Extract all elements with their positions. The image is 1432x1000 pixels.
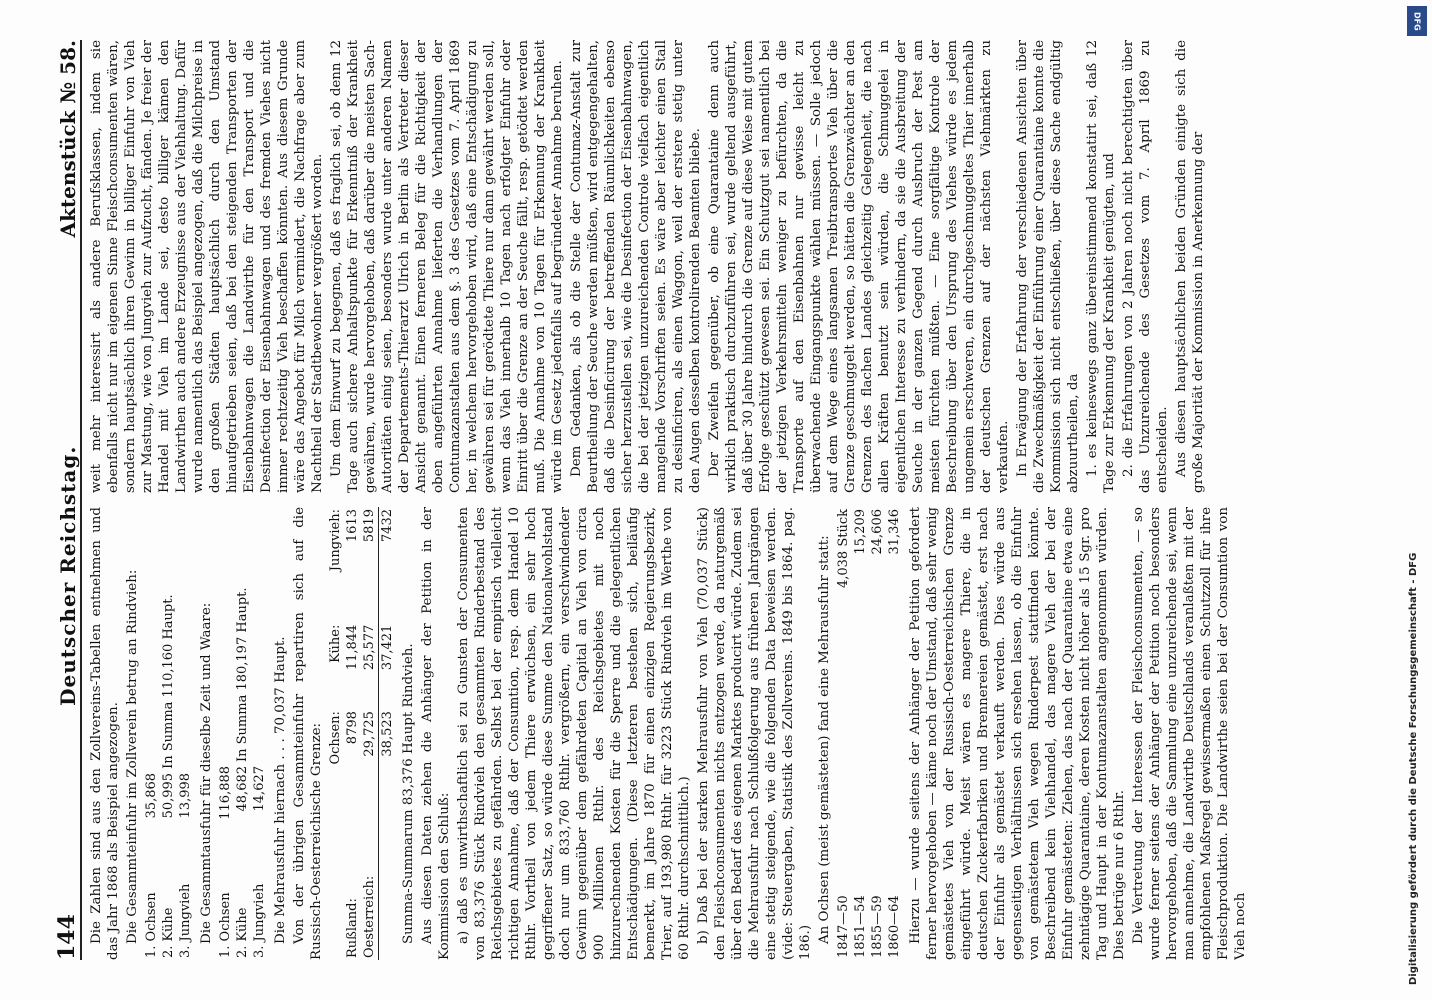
- table-cell: 1860—64: [887, 895, 902, 958]
- table-cell: 3. Jungvieh: [178, 883, 193, 958]
- table-row: [143, 507, 160, 960]
- table-cell: [379, 809, 397, 960]
- table-cell: 1. Ochsen: [144, 892, 159, 958]
- table-cell: 38,523: [379, 709, 397, 809]
- paragraph: weit mehr interessirt als andere Berufsklassen, indem sie ebenfalls nicht nur im eigenen Sinne Fleischconsumenten wären, sondern hauptsächlich ihren Gewinn in billiger Einfuhr von Vieh zur Mastung, wie von Jungvieh zur Aufzucht, fänden. Je freier der Handel mit Vieh im Lande sei, desto billiger kämen den Landwirthen auch andere Erzeugnisse aus der Viehhaltung. Dafür wurde namentlich das Beispiel angezogen, daß die Milchpreise in den großen Städten hauptsächlich durch den Umstand hinaufgetrieben seien, daß bei den steigenden Transporten der Eisenbahnwagen die Landwirthe für den Transport und die Desinfection der Eisenbahnwagen und des fremden Viehes nicht immer rechtzeitig Vieh beschaffen könnten. Aus diesem Grunde wäre das Angebot für Milch vermindert, die Nachfrage aber zum Nachtheil der Stadtbewohner vergrößert worden.: [89, 40, 325, 493]
- digitization-credit: Digitalisierung gefördert durch die Deutsche Forschungsgemeinschaft - DFG: [1408, 552, 1419, 985]
- paragraph: Aus diesen hauptsächlichen beiden Gründen einigte sich die große Majorität der Kommission in Anerkennung der: [1174, 40, 1206, 493]
- page-number: 144: [54, 914, 80, 960]
- table-cell: 29,725: [362, 711, 377, 757]
- table-cell: 50,995: [161, 772, 176, 819]
- paragraph: Von der übrigen Gesammteinfuhr repartiren sich auf die Russisch-Oesterreichische Grenze:: [292, 507, 324, 960]
- table-cell: 1847—50: [836, 895, 851, 958]
- table-cell: In Summa 180,197 Haupt.: [235, 587, 250, 762]
- table-cell: 7432: [379, 507, 397, 623]
- list-item: 1. es keineswegs ganz übereinstimmend konstatirt sei, daß 12 Tage zur Erkennung der Krankheit genügten, und: [1085, 40, 1117, 493]
- table-cell: 31,346: [887, 509, 902, 555]
- table-row: [217, 507, 234, 960]
- table-cell: Rußland:: [345, 898, 360, 958]
- table-cell: 11,844: [345, 624, 360, 671]
- table-row: [251, 507, 268, 960]
- paragraph: Die Gesammteinfuhr im Zollverein betrug an Rindvieh:: [125, 569, 140, 944]
- digitization-sidebar: [1404, 0, 1430, 1000]
- page-header: [40, 40, 82, 960]
- list-item: 2. die Erfahrungen von 2 Jahren noch nicht berechtigten über das Unzureichende des Gesetzes vom 7. April 1869 zu entscheiden.: [1121, 40, 1170, 493]
- left-column: [88, 507, 1388, 960]
- table-row: [835, 507, 852, 960]
- table-row: [852, 507, 869, 960]
- table-cell: 37,421: [379, 623, 397, 709]
- table-cell: 5819: [362, 509, 377, 543]
- table-row: [344, 507, 361, 960]
- table-sum-row: [379, 507, 397, 960]
- document-label: Aktenstück № 58.: [56, 40, 80, 238]
- table-header-cell: Kühe:: [328, 624, 343, 663]
- years-table: [835, 507, 903, 960]
- table-cell: 35,868: [144, 772, 159, 819]
- table-row: [234, 507, 251, 960]
- table-cell: 24,606: [870, 509, 885, 555]
- text-columns: [88, 40, 1388, 960]
- table-cell: 13,998: [178, 772, 193, 819]
- table-cell: 116,888: [218, 765, 233, 820]
- paragraph: Die Gesammtausfuhr für dieselbe Zeit und Waare:: [199, 602, 214, 944]
- table-header-cell: Jungvieh:: [328, 509, 343, 572]
- import-table: [143, 507, 194, 960]
- table-cell: 2. Kühe: [161, 907, 176, 958]
- export-table: [217, 507, 268, 960]
- paragraph: Summa-Summarum 83,376 Haupt Rindvieh.: [401, 643, 416, 944]
- paragraph: b) Daß bei der starken Mehrausfuhr von Vieh (70,037 Stück) den Fleischconsumenten nichts entzogen werde, da naturgemäß über den Bedarf des eigenen Marktes producirt würde. Zudem sei die Mehrausfuhr nach Schlußfolgerung aus früheren Jahrgängen eine stetig steigende, wie die folgenden Data beweisen werden. (vide: Steuergaben, Statistik des Zollvereins. 1849 bis 1864. pag. 186.): [696, 507, 813, 960]
- paragraph: Der Zweifeln gegenüber, ob eine Quarantaine denn auch wirklich praktisch durchzuführen sei, wurde geltend ausgeführt, daß über 30 Jahre hindurch die Grenze auf diese Weise mit gutem Erfolge geschützt gewesen sei. Ein Schutzgut sei namentlich bei der jetzigen Verkehrsmitteln weniger zu befürchten, da die Transporte auf den Eisenbahnen nur gewisse leicht zu überwachende Eingangspunkte wählen müssen. — Solle jedoch auf dem Wege eines langsamen Treibtransportes Vieh über die Grenze geschmuggelt werden, so hätten die Grenzwächter an den Grenzen des flachen Landes gleichzeitig Gelegenheit, die nach allen Kräften benutzt sein würden, die Schmuggelei in eigentlichen Interesse zu verhindern, da sie die Ausbreitung der Seuche in der ganzen Gegend durch Ausbruch der Pest am meisten fürchten müßten. — Eine sorgfältige Kontrole der Beschreibung über den Ursprung des Viehes würde es jedem ungemein erschweren, ein durchgeschmuggeltes Thier innerhalb der deutschen Grenzen auf der nächsten Viehmärkten zu verkaufen.: [707, 40, 1011, 493]
- table-header-cell: [327, 809, 344, 960]
- table-cell: 2. Kühe: [235, 907, 250, 958]
- table-cell: 8798: [345, 711, 360, 745]
- table-cell: 1855—59: [870, 895, 885, 958]
- table-header-row: [327, 507, 344, 960]
- table-cell: 4,038 Stück: [836, 509, 851, 589]
- table-cell: 3. Jungvieh: [252, 883, 267, 958]
- table-row: [886, 507, 903, 960]
- table-cell: 1. Ochsen: [218, 892, 233, 958]
- paragraph: a) daß es unwirthschaftlich sei zu Gunsten der Consumenten von 83,376 Stück Rindvieh den gesammten Rinderbestand des Reichsgebietes zu gefährden. Selbst bei der empirisch vielleicht richtigen Annahme, daß der Consumtion, resp. dem Handel 10 Rthlr. Vortheil von jedem Thiere erwüchsen, ein sehr hoch gegriffener Satz, so würde diese Summe den Nationalwohlstand doch nur um 833,760 Rthlr. vergrößern, ein verschwindender Gewinn gegenüber dem gefährdeten Capital an Vieh von circa 900 Millionen Rthlr. des Reichsgebietes mit noch hinzurechnenden Kosten für die Sperre und die gelegentlichen Entschädigungen. (Diese letzteren bestehen sich, beiläufig bemerkt, im Jahre 1870 für einen einzigen Regierungsbezirk, Trier, auf 193,980 Rthlr. für 3223 Stück Rindvieh im Werthe von 60 Rthlr. durchschnittlich.): [456, 507, 692, 960]
- grenze-table: [327, 507, 396, 960]
- table-cell: 1851—54: [853, 895, 868, 958]
- paragraph: Hierzu — wurde seitens der Anhänger der Petition gefordert ferner hervorgehoben — käme noch der Umstand, daß sehr wenig gemästetes Vieh von der Russisch-Oesterreichischen Grenze eingeführt würde. Meist wären es magere Thiere, die in deutschen Zuckerfabriken und Brennereien gemästet, erst nach der Einfuhr als gemästet verkauft werden. Dies würde aus gegenseitigen Verhältnissen sich ersehen lassen, ob die Einfuhr von gemästetem Vieh wegen Rinderpest stattfinden könnte. Beschreibend kein Viehhandel, das magere Vieh der bei der Einfuhr gemästeten: Ziehen, das nach der Quarantaine etwa eine zehntägige Quarantaine, deren Kosten nicht höher als 15 Sgr. pro Tag und Haupt in der Kontumazanstalten angenommen würden. Dies betrüge nur 6 Rthlr.: [908, 507, 1127, 960]
- table-row: [160, 507, 177, 960]
- table-cell: 14,627: [252, 765, 267, 812]
- table-cell: Oesterreich:: [362, 875, 377, 958]
- table-cell: 25,577: [362, 624, 377, 671]
- table-cell: In Summa 110,160 Haupt.: [161, 594, 176, 769]
- paragraph: Die Vertretung der Interessen der Fleischconsumenten, — so wurde ferner seitens der Anhänger der Petition noch besonders hervorgehoben, daß die Sammlung eine unzureichende sei, wenn man annehme, die Landwirthe Deutschlands veranlaßten mit der empfohlenen Maßregel gewissermaßen einen Schutzzoll für ihre Fleischproduktion. Die Landwirthe seien bei der Consumtion von Vieh noch: [1131, 507, 1248, 960]
- right-column: [88, 40, 1388, 493]
- table-row: [177, 507, 194, 960]
- dfg-logo: DFG: [1407, 6, 1427, 36]
- paragraph: Dem Gedanken, als ob die Stelle der Contumaz-Anstalt zur Beurtheilung der Seuche werden müßten, wird entgegengehalten, daß die Desinficirung der betreffenden Räumlichkeiten ebenso sicher herzustellen sei, wie die Desinfection der Eisenbahnwagen, die bei der jetzigen unzureichenden Controle vielfach eigentlich mangelnde Vorschriften seien. Es wäre aber leichter einen Stall zu desinficiren, als einen Waggon, weil der erstere stetig unter den Augen desselben kontrolirenden Beamten bliebe.: [569, 40, 703, 493]
- paragraph: Die Zahlen sind aus den Zollvereins-Tabellen entnehmen und das Jahr 1868 als Beispiel angezogen.: [89, 507, 121, 960]
- table-cell: 1613: [345, 509, 360, 543]
- table-row: [361, 507, 379, 960]
- table-cell: 48,682: [235, 765, 250, 812]
- paragraph: Aus diesen Daten ziehen die Anhänger der Petition in der Kommission den Schluß:: [420, 507, 452, 960]
- rotated-page-content: [40, 40, 1400, 960]
- paragraph: Die Mehrausfuhr hiernach . . . 70,037 Haupt.: [273, 636, 288, 944]
- paragraph: An Ochsen (meist gemästeten) fand eine Mehrausfuhr statt:: [817, 535, 832, 944]
- paragraph: Um dem Einwurf zu begegnen, daß es fraglich sei, ob denn 12 Tage auch sichere Anhaltspunkte für Erkenntniß der Krankheit gewähren, wurde hervorgehoben, daß darüber die meisten Sach-Autoritäten einig seien, besonders wurde unter anderen Namen der Departements-Thierarzt Ulrich in Berlin als Vertreter dieser Ansicht genannt. Einen ferneren Beleg für die Richtigkeit der oben angeführten Annahme lieferten die Verhandlungen der Contumazanstalten aus dem §. 3 des Gesetzes vom 7. April 1869 her, in welchem hervorgehoben wird, daß eine Entschädigung zu gewähren sei für gerödtete Thiere nur dann gewährt werden soll, wenn das Vieh innerhalb 10 Tagen nach erfolgter Einfuhr oder Einritt über die Grenze an der Seuche fällt, resp. getödtet werden muß. Die Annahme von 10 Tagen für Erkennung der Krankheit würde im Gesetz jedenfalls auf begründeter Annahme beruhen.: [329, 40, 565, 493]
- table-row: [869, 507, 886, 960]
- paragraph: In Erwägung der Erfahrung der verschiedenen Ansichten über die Zweckmäßigkeit der Einführung einer Quarantaine konnte die Kommission sich nicht entschließen, über diese Sache endgültig abzuurtheilen, da: [1015, 40, 1081, 493]
- page-title: Deutscher Reichstag.: [56, 445, 80, 706]
- table-cell: 15,209: [853, 509, 868, 555]
- table-header-cell: Ochsen:: [328, 711, 343, 765]
